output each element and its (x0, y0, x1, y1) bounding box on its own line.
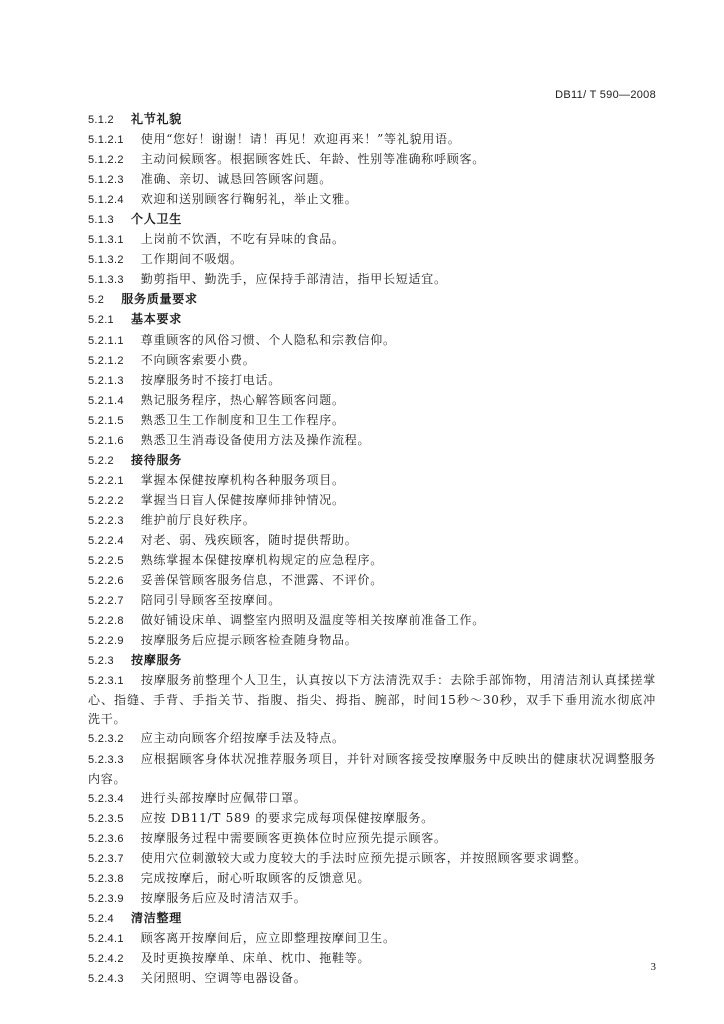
clause-text: 主动问候顾客。根据顾客姓氏、年龄、性别等准确称呼顾客。 (140, 152, 486, 167)
clause-number: 5.2.4.3 (88, 973, 124, 986)
clause-number: 5.1.2.4 (88, 194, 124, 207)
clause-text: 勤剪指甲、勤洗手，应保持手部清洁，指甲长短适宜。 (140, 272, 447, 287)
clause-number: 5.2.2.1 (88, 474, 124, 487)
section-number: 5.2.4 (88, 912, 114, 925)
clause-number: 5.2.2.9 (88, 635, 124, 648)
section-number: 5.2.2 (88, 454, 114, 467)
clause (88, 190, 656, 210)
clause (88, 929, 656, 949)
clause-number: 5.2.1.2 (88, 354, 124, 367)
clause-number: 5.1.2.3 (88, 174, 124, 187)
clause-text: 使用“您好！谢谢！请！再见！欢迎再来！”等礼貌用语。 (140, 132, 461, 147)
clause (88, 631, 656, 651)
clause (88, 351, 656, 371)
clause-text: 按摩服务时不接打电话。 (140, 372, 282, 387)
section-heading (88, 210, 656, 230)
section-heading (88, 310, 656, 330)
clause-number: 5.2.3.6 (88, 832, 124, 845)
document-body (88, 110, 656, 989)
clause-text: 及时更换按摩单、床单、枕巾、拖鞋等。 (140, 950, 371, 965)
clause-number: 5.2.2.6 (88, 575, 124, 588)
section-number: 5.2.3 (88, 655, 114, 668)
clause (88, 671, 656, 729)
clause (88, 869, 656, 889)
clause (88, 969, 656, 989)
clause-text: 妥善保管顾客服务信息，不泄露、不评价。 (140, 573, 384, 588)
clause-number: 5.2.2.5 (88, 555, 124, 568)
clause (88, 250, 656, 270)
clause-number: 5.2.1.3 (88, 374, 124, 387)
section-title: 礼节礼貌 (130, 112, 182, 126)
clause (88, 809, 656, 829)
section-heading (88, 110, 656, 130)
clause-text: 尊重顾客的风俗习惯、个人隐私和宗教信仰。 (140, 332, 396, 347)
clause-text: 不向顾客索要小费。 (140, 352, 256, 367)
section-title: 基本要求 (130, 312, 182, 327)
clause (88, 411, 656, 431)
clause-text: 关闭照明、空调等电器设备。 (140, 971, 307, 986)
clause (88, 471, 656, 491)
clause (88, 511, 656, 531)
section-title: 个人卫生 (130, 212, 182, 227)
clause-text: 熟悉卫生工作制度和卫生工作程序。 (140, 412, 345, 427)
document-code: DB11/ T 590—2008 (555, 89, 656, 101)
clause (88, 750, 656, 789)
clause (88, 431, 656, 451)
clause-text: 进行头部按摩时应佩带口罩。 (140, 790, 307, 805)
clause-number: 5.2.1.4 (88, 394, 124, 407)
clause (88, 591, 656, 611)
clause (88, 789, 656, 809)
clause-number: 5.2.2.8 (88, 615, 124, 628)
clause (88, 371, 656, 391)
clause-text: 熟悉卫生消毒设备使用方法及操作流程。 (140, 432, 371, 447)
clause-text: 熟练掌握本保健按摩机构规定的应急程序。 (140, 553, 384, 568)
clause (88, 571, 656, 591)
clause-text: 对老、弱、残疾顾客，随时提供帮助。 (140, 532, 358, 547)
clause-text: 按摩服务过程中需要顾客更换体位时应预先提示顾客。 (140, 830, 447, 845)
clause (88, 270, 656, 290)
clause (88, 391, 656, 411)
clause-number: 5.2.1.5 (88, 414, 124, 427)
section-number: 5.2 (88, 294, 105, 307)
clause (88, 491, 656, 511)
clause-number: 5.2.4.2 (88, 952, 124, 965)
clause-text: 应根据顾客身体状况推荐服务项目，并针对顾客接受按摩服务中反映出的健康状况调整服务内容。 (88, 751, 656, 786)
clause-text: 顾客离开按摩间后，应立即整理按摩间卫生。 (140, 930, 396, 945)
clause (88, 150, 656, 170)
clause-text: 做好铺设床单、调整室内照明及温度等相关按摩前准备工作。 (140, 613, 486, 628)
clause-text: 陪同引导顾客至按摩间。 (140, 593, 282, 608)
section-title: 按摩服务 (130, 653, 182, 668)
section-title: 清洁整理 (130, 910, 182, 925)
clause-text: 欢迎和送别顾客行鞠躬礼，举止文雅。 (140, 192, 358, 207)
clause-text: 上岗前不饮酒，不吃有异味的食品。 (140, 232, 345, 247)
clause-text: 掌握当日盲人保健按摩师排钟情况。 (140, 492, 345, 507)
clause-number: 5.1.2.1 (88, 134, 124, 147)
section-heading (88, 909, 656, 929)
clause (88, 729, 656, 749)
section-heading (88, 290, 656, 310)
clause (88, 130, 656, 150)
clause (88, 949, 656, 969)
clause (88, 611, 656, 631)
clause-number: 5.2.2.4 (88, 534, 124, 547)
clause-text: 掌握本保健按摩机构各种服务项目。 (140, 472, 345, 487)
section-number: 5.2.1 (88, 314, 114, 327)
clause-number: 5.2.3.1 (88, 675, 124, 688)
clause-number: 5.2.2.3 (88, 514, 124, 527)
section-title: 接待服务 (130, 452, 182, 467)
clause (88, 170, 656, 190)
clause-text: 熟记服务程序，热心解答顾客问题。 (140, 392, 345, 407)
clause (88, 230, 656, 250)
section-title: 服务质量要求 (121, 292, 198, 307)
clause-text: 应按 DB11/T 589 的要求完成每项保健按摩服务。 (140, 810, 434, 825)
section-heading (88, 651, 656, 671)
page-number: 3 (650, 961, 656, 973)
clause-number: 5.2.3.2 (88, 733, 124, 746)
clause-number: 5.2.3.3 (88, 753, 124, 766)
clause (88, 889, 656, 909)
clause-number: 5.2.3.7 (88, 852, 124, 865)
clause-number: 5.2.1.1 (88, 334, 124, 347)
clause (88, 551, 656, 571)
clause-number: 5.2.3.8 (88, 872, 124, 885)
clause-text: 使用穴位刺激较大或力度较大的手法时应预先提示顾客，并按照顾客要求调整。 (140, 850, 588, 865)
clause-number: 5.2.2.7 (88, 595, 124, 608)
clause-text: 应主动向顾客介绍按摩手法及特点。 (140, 731, 345, 746)
clause-text: 完成按摩后，耐心听取顾客的反馈意见。 (140, 870, 371, 885)
clause (88, 331, 656, 351)
clause-number: 5.2.3.9 (88, 892, 124, 905)
clause-number: 5.2.3.4 (88, 792, 124, 805)
clause-number: 5.2.3.5 (88, 812, 124, 825)
clause-number: 5.1.3.1 (88, 234, 124, 247)
section-heading (88, 451, 656, 471)
clause-number: 5.2.2.2 (88, 494, 124, 507)
clause-number: 5.1.2.2 (88, 154, 124, 167)
clause-text: 准确、亲切、诚恳回答顾客问题。 (140, 172, 333, 187)
clause (88, 849, 656, 869)
clause-text: 按摩服务后应及时清洁双手。 (140, 890, 307, 905)
clause-number: 5.1.3.2 (88, 254, 124, 267)
clause (88, 531, 656, 551)
clause-number: 5.2.1.6 (88, 434, 124, 447)
clause-text: 按摩服务后应提示顾客检查随身物品。 (140, 633, 358, 648)
clause (88, 829, 656, 849)
section-number: 5.1.3 (88, 214, 114, 227)
clause-number: 5.2.4.1 (88, 932, 124, 945)
clause-text: 按摩服务前整理个人卫生，认真按以下方法清洗双手：去除手部饰物，用清洁剂认真揉搓掌心、指缝、手背、手指关节、指腹、指尖、拇指、腕部，时间15秒～30秒，双手下垂用流水彻底冲洗干。 (88, 673, 656, 727)
clause-text: 维护前厅良好秩序。 (140, 512, 256, 527)
clause-text: 工作期间不吸烟。 (140, 252, 243, 267)
clause-number: 5.1.3.3 (88, 274, 124, 287)
section-number: 5.1.2 (88, 114, 114, 126)
